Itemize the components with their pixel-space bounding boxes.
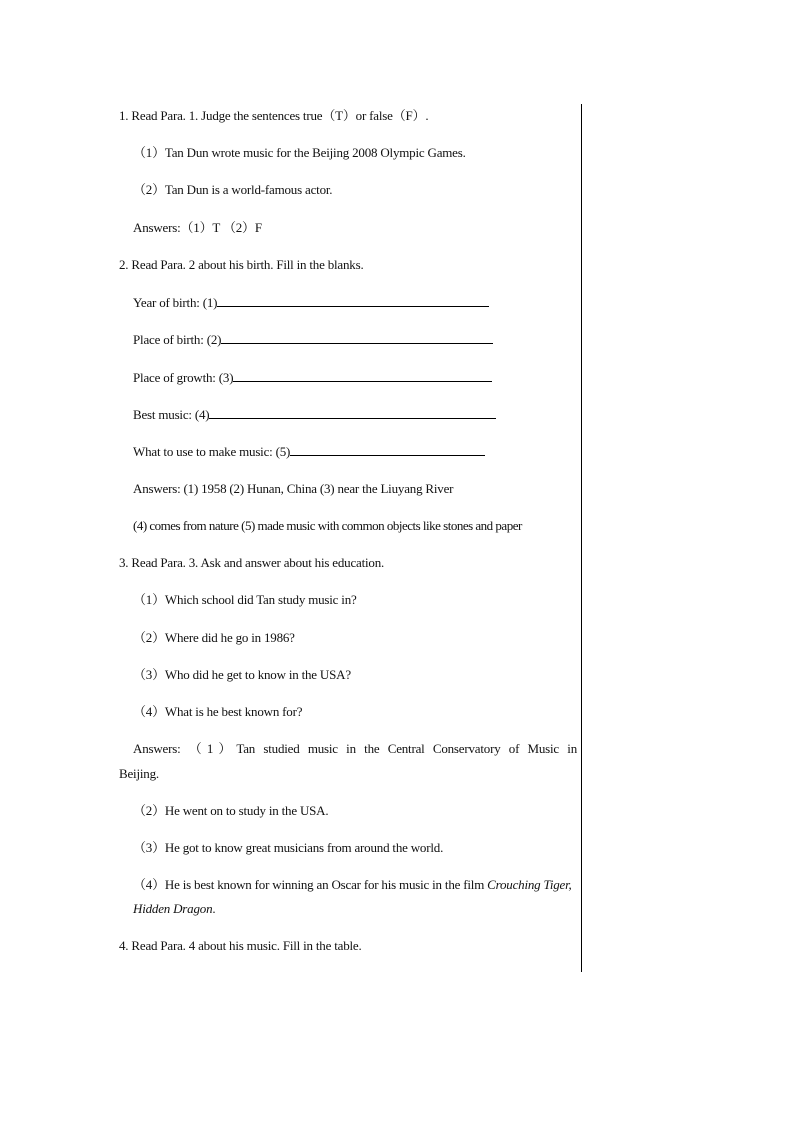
q3-answer-3: （3）He got to know great musicians from around the world. bbox=[133, 840, 444, 855]
q2-blank-1[interactable] bbox=[217, 294, 489, 307]
q2-field-growth bbox=[133, 369, 492, 386]
q3-answer-2: （2）He went on to study in the USA. bbox=[133, 803, 329, 818]
q3-question-2: （2）Where did he go in 1986? bbox=[133, 630, 295, 645]
q2-blank-2[interactable] bbox=[221, 331, 493, 344]
q2-field-place bbox=[133, 331, 493, 348]
q1-statement-2: （2）Tan Dun is a world-famous actor. bbox=[133, 182, 333, 197]
q3-answer-4-end: . bbox=[212, 901, 216, 916]
q2-field-tools bbox=[133, 443, 485, 460]
q2-field-music bbox=[133, 406, 496, 423]
film-title: Crouching Tiger, Hidden Dragon bbox=[133, 877, 572, 916]
q3-answer-4-text: （4）He is best known for winning an Oscar for his music in the film bbox=[133, 877, 488, 892]
right-margin-rule bbox=[581, 104, 582, 972]
q2-blank-4[interactable] bbox=[209, 406, 496, 419]
q2-field-growth-label: Place of growth: (3) bbox=[133, 370, 234, 385]
q4-title: 4. Read Para. 4 about his music. Fill in the table. bbox=[119, 938, 362, 953]
q3-title: 3. Read Para. 3. Ask and answer about his education. bbox=[119, 555, 385, 570]
q1-title: 1. Read Para. 1. Judge the sentences true（T）or false（F）. bbox=[119, 108, 429, 123]
q3-question-4: （4）What is he best known for? bbox=[133, 704, 303, 719]
q2-answers-1: Answers: (1) 1958 (2) Hunan, China (3) near the Liuyang River bbox=[133, 481, 454, 496]
q3-question-1: （1）Which school did Tan study music in? bbox=[133, 592, 357, 607]
q2-blank-5[interactable] bbox=[290, 443, 485, 456]
q2-field-place-label: Place of birth: (2) bbox=[133, 332, 222, 347]
q3-answer-4 bbox=[133, 873, 577, 921]
q3-answer-1: Answers: （1）Tan studied music in the Central Conservatory of Music in bbox=[133, 741, 577, 756]
q2-field-tools-label: What to use to make music: (5) bbox=[133, 444, 291, 459]
q2-field-year bbox=[133, 294, 489, 311]
q1-statement-1: （1）Tan Dun wrote music for the Beijing 2008 Olympic Games. bbox=[133, 145, 466, 160]
q3-question-3: （3）Who did he get to know in the USA? bbox=[133, 667, 351, 682]
q2-title: 2. Read Para. 2 about his birth. Fill in the blanks. bbox=[119, 257, 364, 272]
q1-answers: Answers:（1）T （2）F bbox=[133, 220, 262, 235]
q2-field-year-label: Year of birth: (1) bbox=[133, 295, 218, 310]
q2-blank-3[interactable] bbox=[233, 369, 492, 382]
q2-field-music-label: Best music: (4) bbox=[133, 407, 210, 422]
q3-answer-1-cont: Beijing. bbox=[119, 766, 159, 781]
q2-answers-2: (4) comes from nature (5) made music with common objects like stones and paper bbox=[133, 518, 522, 533]
